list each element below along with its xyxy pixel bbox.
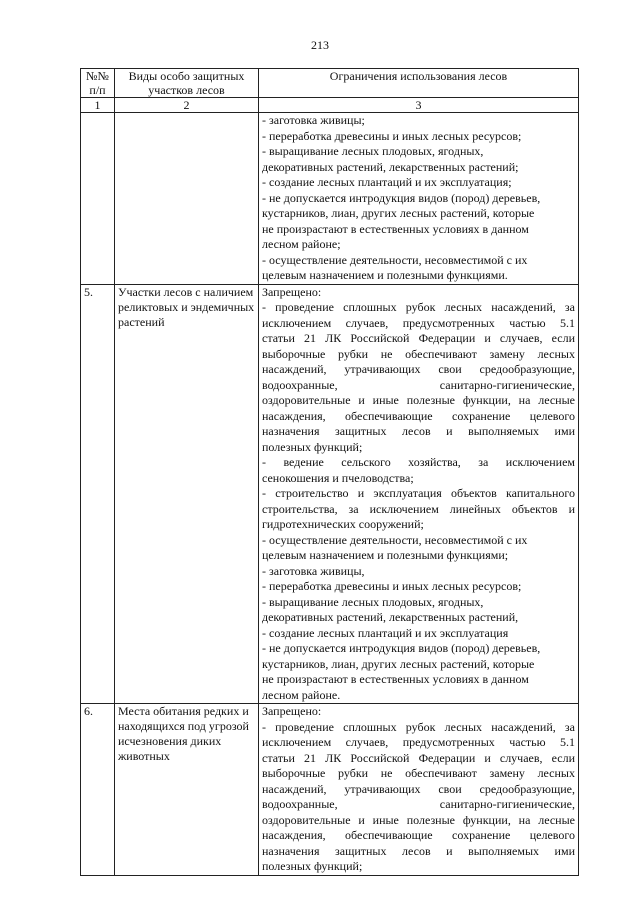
restriction-line: - проведение сплошных рубок лесных насаждений, за xyxy=(262,300,575,314)
restriction-line: водоохранные, санитарно-гигиенические, xyxy=(262,797,575,811)
restriction-line: лесном районе; xyxy=(262,237,341,251)
restriction-line: выборочные рубки не обеспечивают замену лесных xyxy=(262,346,575,361)
restriction-line: - создание лесных плантаций и их эксплуатация xyxy=(262,625,509,640)
restriction-line: гидротехнических сооружений; xyxy=(262,517,424,531)
table-row xyxy=(81,113,579,285)
restriction-line: полезных функций; xyxy=(262,859,363,873)
restriction-line: оздоровительные и иные полезные функции, на лесные xyxy=(262,393,575,407)
restriction-line: насаждений, утрачивающих свои средообразующие, xyxy=(262,781,575,796)
restriction-line: статьи 21 ЛК Российской Федерации и случаев, если xyxy=(262,331,575,345)
restriction-line: оздоровительные и иные полезные функции, на лесные xyxy=(262,812,575,827)
restriction-line: декоративных растений, лекарственных растений, xyxy=(262,610,519,624)
restriction-line: - переработка древесины и иных лесных ресурсов; xyxy=(262,128,522,143)
restriction-line: водоохранные, санитарно-гигиенические, xyxy=(262,377,575,392)
restriction-line: - строительство и эксплуатация объектов капитального xyxy=(262,486,575,500)
column-number-3: 3 xyxy=(259,98,579,113)
area-type-name: Места обитания редких и находящихся под угрозой исчезновения диких животных xyxy=(115,704,259,876)
restriction-line: не произрастают в естественных условиях в данном xyxy=(262,672,529,686)
restriction-line: сенокошения и пчеловодства; xyxy=(262,470,414,485)
restriction-line: насаждений, утрачивающих свои средообразующие, xyxy=(262,362,575,376)
page-number: 213 xyxy=(311,38,329,52)
restriction-line: кустарников, лиан, других лесных растений, которые xyxy=(262,206,535,220)
restriction-line: - осуществление деятельности, несовместимой с их xyxy=(262,252,528,267)
restriction-line: не произрастают в естественных условиях в данном xyxy=(262,221,529,236)
restriction-line: - переработка древесины и иных лесных ресурсов; xyxy=(262,579,522,593)
restriction-line: - заготовка живицы; xyxy=(262,113,365,127)
restriction-line: назначения защитных лесов и выполняемых ими xyxy=(262,424,575,438)
restriction-line: Запрещено: xyxy=(262,704,322,718)
restriction-line: Запрещено: xyxy=(262,284,322,299)
restriction-line: - не допускается интродукция видов (пород) деревьев, xyxy=(262,641,541,655)
table-row xyxy=(81,284,579,704)
table-row xyxy=(81,704,579,876)
restriction-line: - ведение сельского хозяйства, за исключением xyxy=(262,455,575,469)
header-restrictions: Ограничения использования лесов xyxy=(259,69,579,98)
restriction-line: исключением случаев, предусмотренных частью 5.1 xyxy=(262,735,575,749)
restriction-line: кустарников, лиан, других лесных растений, которые xyxy=(262,656,535,671)
row-number: 6. xyxy=(81,704,115,876)
column-numbers-row xyxy=(81,98,579,113)
row-number: 5. xyxy=(81,284,115,704)
restriction-line: выборочные рубки не обеспечивают замену лесных xyxy=(262,766,575,780)
restriction-line: - выращивание лесных плодовых, ягодных, xyxy=(262,144,484,158)
header-area-type: Виды особо защитных участков лесов xyxy=(115,69,259,98)
restriction-line: декоративных растений, лекарственных растений; xyxy=(262,159,519,174)
header-number: №№ п/п xyxy=(81,69,115,98)
restriction-line: полезных функций; xyxy=(262,439,363,454)
area-type-name: Участки лесов с наличием реликтовых и эндемичных растений xyxy=(115,284,259,704)
restriction-line: - заготовка живицы, xyxy=(262,563,365,578)
restriction-line: насаждения, обеспечивающие сохранение целевого xyxy=(262,408,575,423)
restriction-line: назначения защитных лесов и выполняемых ими xyxy=(262,843,575,858)
restriction-line: - осуществление деятельности, несовместимой с их xyxy=(262,532,528,547)
restriction-line: - выращивание лесных плодовых, ягодных, xyxy=(262,594,484,609)
restrictions-text xyxy=(259,704,579,876)
restrictions-text xyxy=(259,113,579,285)
restriction-line: целевым назначением и полезными функциями. xyxy=(262,268,508,282)
restriction-line: целевым назначением и полезными функциями; xyxy=(262,548,509,562)
restriction-line: насаждения, обеспечивающие сохранение целевого xyxy=(262,828,575,842)
row-number xyxy=(81,113,115,285)
restrictions-text xyxy=(259,284,579,704)
restriction-line: - создание лесных плантаций и их эксплуатация; xyxy=(262,175,512,189)
column-number-1: 1 xyxy=(81,98,115,113)
restriction-line: лесном районе. xyxy=(262,687,341,702)
restriction-line: исключением случаев, предусмотренных частью 5.1 xyxy=(262,315,575,330)
area-type-name xyxy=(115,113,259,285)
restriction-line: - не допускается интродукция видов (пород) деревьев, xyxy=(262,190,541,205)
column-number-2: 2 xyxy=(115,98,259,113)
forest-restrictions-table xyxy=(80,68,579,876)
restriction-line: строительства, за исключением линейных объектов и xyxy=(262,501,575,516)
restriction-line: - проведение сплошных рубок лесных насаждений, за xyxy=(262,719,575,734)
table-header-row xyxy=(81,69,579,98)
restriction-line: статьи 21 ЛК Российской Федерации и случаев, если xyxy=(262,750,575,765)
